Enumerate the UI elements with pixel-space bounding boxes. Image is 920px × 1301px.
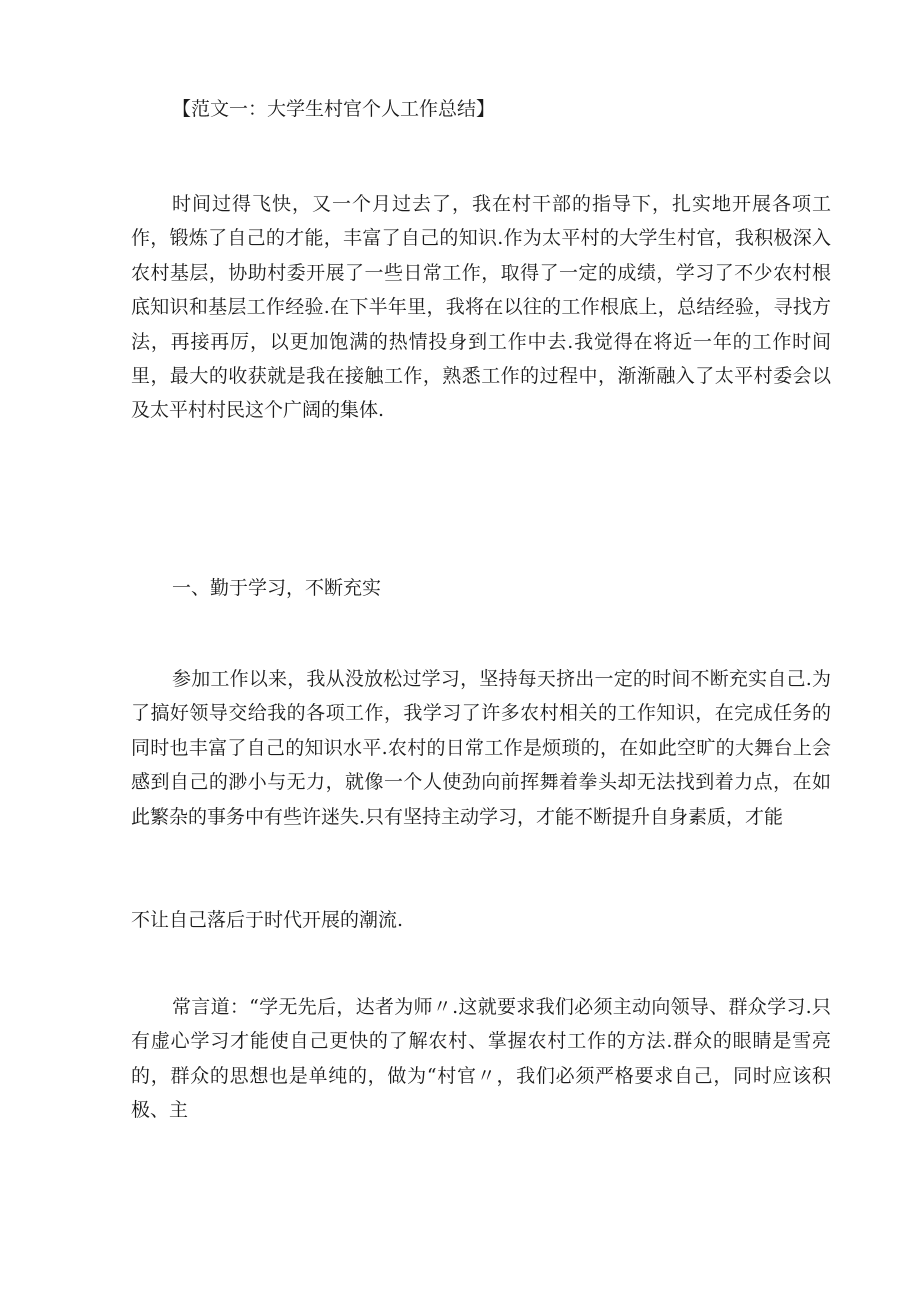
section-heading: 一、勤于学习，不断充实 [172,577,382,599]
paragraph-intro: 时间过得飞快，又一个月过去了，我在村干部的指导下，扎实地开展各项工作，锻炼了自己的才能，丰富了自己的知识.作为太平村的大学生村官，我积极深入农村基层，协助村委开展了一些日常工作，取得了一定的成绩，学习了不少农村根底知识和基层工作经验.在下半年里，我将在以往的工作根底上，总结经验，寻找方法，再接再厉，以更加饱满的热情投身到工作中去.我觉得在将近一年的工作时间里，最大的收获就是我在接触工作，熟悉工作的过程中，渐渐融入了太平村委会以及太平村村民这个广阔的集体. [131,193,831,422]
paragraph-study-continued: 不让自己落后于时代开展的潮流. [131,909,404,931]
document-title: 【范文一：大学生村官个人工作总结】 [172,98,496,120]
paragraph-proverb: 常言道：“学无先后，达者为师〃.这就要求我们必须主动向领导、群众学习.只有虚心学习才能使自己更快的了解农村、掌握农村工作的方法.群众的眼睛是雪亮的，群众的思想也是单纯的，做为“村官〃，我们必须严格要求自己，同时应该积极、主 [131,996,831,1122]
paragraph-study: 参加工作以来，我从没放松过学习，坚持每天挤出一定的时间不断充实自己.为了搞好领导交给我的各项工作，我学习了许多农村相关的工作知识，在完成任务的同时也丰富了自己的知识水平.农村的日常工作是烦琐的，在如此空旷的大舞台上会感到自己的渺小与无力，就像一个人使劲向前挥舞着拳头却无法找到着力点，在如此繁杂的事务中有些许迷失.只有坚持主动学习，才能不断提升自身素质，才能 [131,668,831,828]
